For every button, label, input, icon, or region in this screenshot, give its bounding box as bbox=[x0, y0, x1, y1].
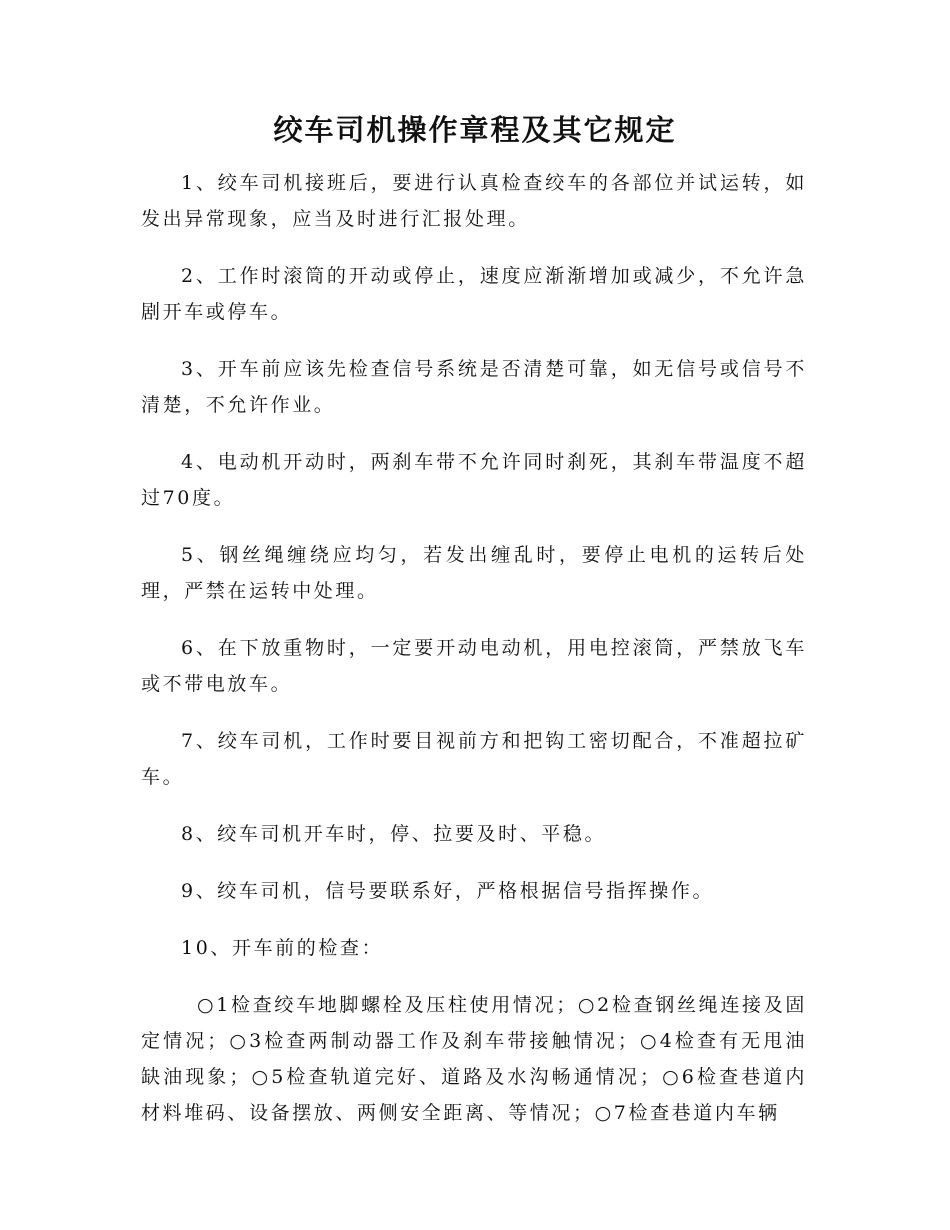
paragraph-5: 5、钢丝绳缠绕应均匀，若发出缠乱时，要停止电机的运转后处理，严禁在运转中处理。 bbox=[141, 544, 807, 602]
paragraph-2: 2、工作时滚筒的开动或停止，速度应渐渐增加或减少，不允许急剧开车或停车。 bbox=[141, 265, 807, 323]
paragraph-7: 7、绞车司机，工作时要目视前方和把钩工密切配合，不准超拉矿车。 bbox=[141, 730, 807, 788]
paragraph-checklist: ○1检查绞车地脚螺栓及压柱使用情况；○2检查钢丝绳连接及固定情况；○3检查两制动器工作及刹车带接触情况；○4检查有无甩油缺油现象；○5检查轨道完好、道路及水沟畅通情况；○6检查巷道内材料堆码、设备摆放、两侧安全距离、等情况；○7检查巷道内车辆 bbox=[141, 994, 807, 1124]
paragraph-3: 3、开车前应该先检查信号系统是否清楚可靠，如无信号或信号不清楚，不允许作业。 bbox=[141, 358, 807, 416]
paragraph-8: 8、绞车司机开车时，停、拉要及时、平稳。 bbox=[181, 823, 607, 845]
paragraph-10: 10、开车前的检查： bbox=[181, 937, 384, 959]
paragraph-6: 6、在下放重物时，一定要开动电动机，用电控滚筒，严禁放飞车或不带电放车。 bbox=[141, 637, 807, 695]
document-body bbox=[141, 165, 807, 1152]
page-title: 绞车司机操作章程及其它规定 bbox=[273, 113, 677, 147]
paragraph-9: 9、绞车司机，信号要联系好，严格根据信号指挥操作。 bbox=[181, 880, 715, 902]
paragraph-4: 4、电动机开动时，两刹车带不允许同时刹死，其刹车带温度不超过70度。 bbox=[141, 451, 807, 509]
paragraph-1: 1、绞车司机接班后，要进行认真检查绞车的各部位并试运转，如发出异常现象，应当及时进行汇报处理。 bbox=[141, 172, 807, 230]
